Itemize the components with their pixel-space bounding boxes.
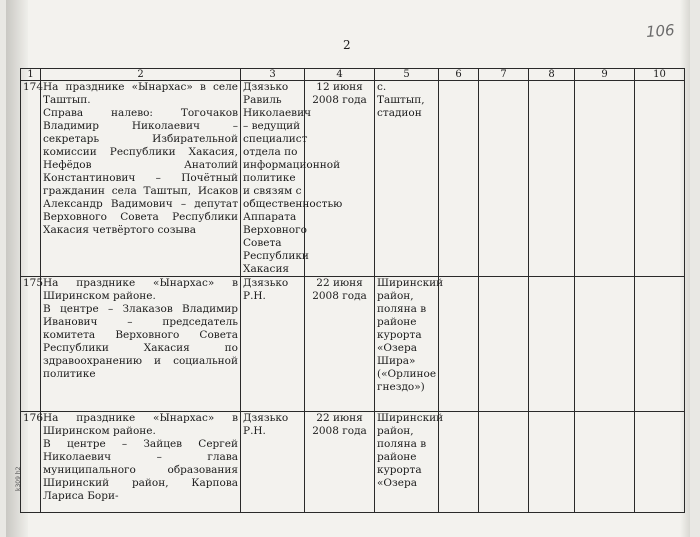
row-number: 175 [21, 277, 41, 412]
photo-author: Дзязько Р.Н. [241, 412, 305, 513]
empty-cell [575, 277, 635, 412]
header-cell: 1 [21, 69, 41, 81]
photo-place: с. Таштып, стадион [375, 81, 439, 277]
photo-place: Ширинский район, поляна в районе курорта «Озера [375, 412, 439, 513]
empty-cell [439, 277, 479, 412]
photo-date: 22 июня 2008 года [305, 277, 375, 412]
header-cell: 3 [241, 69, 305, 81]
photo-place: Ширинский район, поляна в районе курорта «Озера Шира» («Орлиное гнездо») [375, 277, 439, 412]
event-line: На празднике «Ынархас» в селе Таштып. [43, 81, 238, 106]
empty-cell [529, 81, 575, 277]
photo-description [41, 412, 241, 513]
header-row [21, 69, 685, 81]
empty-cell [635, 81, 685, 277]
header-cell: 6 [439, 69, 479, 81]
empty-cell [529, 412, 575, 513]
photo-description [41, 277, 241, 412]
event-line: На празднике «Ынархас» в Ширинском районе. [43, 277, 238, 302]
empty-cell [439, 81, 479, 277]
empty-cell [575, 81, 635, 277]
photo-author: Дзязько Равиль Николаевич – ведущий специалист отдела по информационной политике и связям с общественностью Аппарата Верховного Совета Республики Хакасия [241, 81, 305, 277]
photo-date: 12 июня 2008 года [305, 81, 375, 277]
header-cell: 7 [479, 69, 529, 81]
photo-author: Дзязько Р.Н. [241, 277, 305, 412]
header-cell: 10 [635, 69, 685, 81]
photo-description [41, 81, 241, 277]
row-number: 176 [21, 412, 41, 513]
empty-cell [575, 412, 635, 513]
empty-cell [635, 412, 685, 513]
event-line: На празднике «Ынархас» в Ширинском районе. [43, 412, 238, 437]
table-row [21, 277, 685, 412]
header-cell: 4 [305, 69, 375, 81]
header-cell: 8 [529, 69, 575, 81]
empty-cell [439, 412, 479, 513]
page-number: 2 [343, 38, 351, 52]
header-cell: 5 [375, 69, 439, 81]
handwritten-sheet-number: 106 [645, 21, 676, 41]
people-line: В центре – Злаказов Владимир Иванович – председатель комитета Верховного Совета Республики Хакасия по здравоохранению и социальной политике [43, 303, 238, 380]
table-row [21, 81, 685, 277]
row-number: 174 [21, 81, 41, 277]
print-stamp: k309 h2 [15, 466, 22, 491]
photo-register-table [20, 68, 685, 513]
photo-date: 22 июня 2008 года [305, 412, 375, 513]
people-line: Справа налево: Тогочаков Владимир Николаевич – секретарь Избирательной комиссии Республики Хакасия, Нефёдов Анатолий Константинович – Почётный гражданин села Таштып, Исаков Александр Вадимович – депутат Верховного Совета Республики Хакасия четвёртого созыва [43, 107, 238, 236]
empty-cell [635, 277, 685, 412]
table-row [21, 412, 685, 513]
people-line: В центре – Зайцев Сергей Николаевич – глава муниципального образования Ширинский район, Карпова Лариса Бори- [43, 438, 238, 502]
document-page [6, 0, 690, 537]
header-cell: 9 [575, 69, 635, 81]
header-cell: 2 [41, 69, 241, 81]
empty-cell [479, 277, 529, 412]
empty-cell [479, 81, 529, 277]
empty-cell [529, 277, 575, 412]
empty-cell [479, 412, 529, 513]
